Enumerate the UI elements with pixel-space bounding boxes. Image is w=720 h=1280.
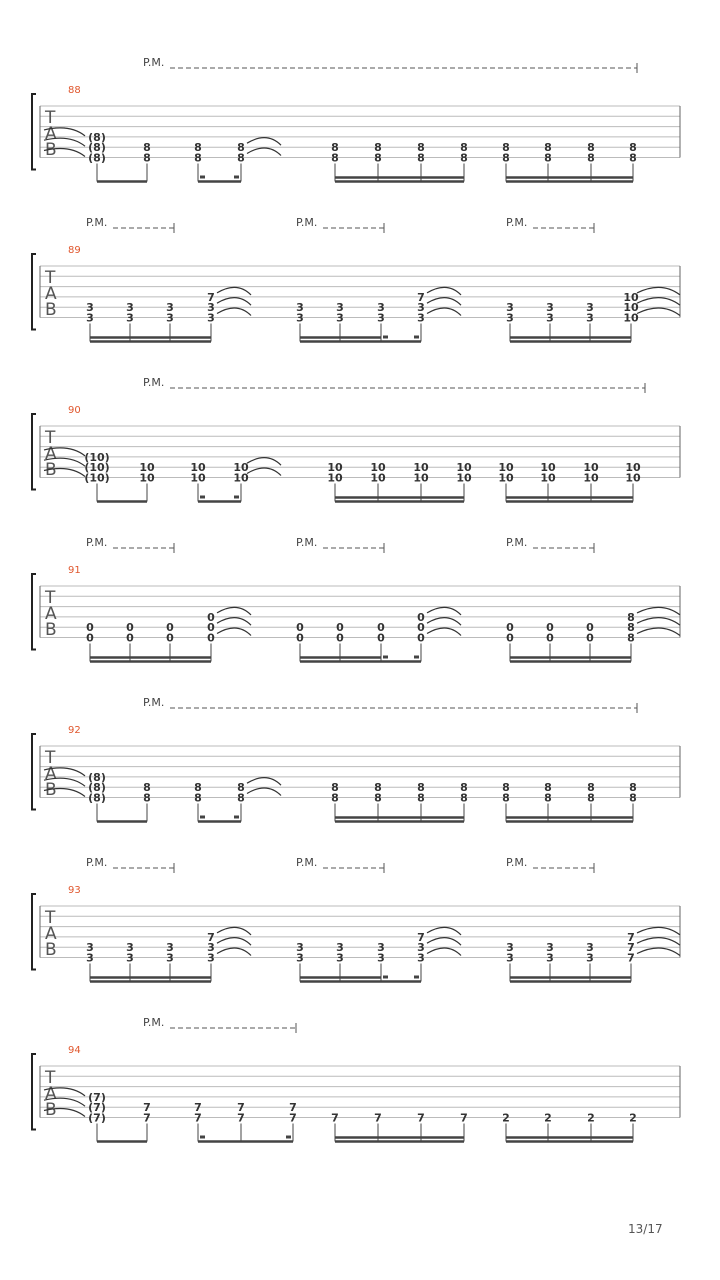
fret-number: 0	[207, 621, 215, 635]
tie-arc-out	[637, 308, 680, 316]
tab-clef-letter: B	[45, 1100, 57, 1120]
fret-number: 10	[583, 461, 599, 475]
fret-number: 3	[166, 941, 174, 955]
tie-arc-out	[637, 287, 680, 295]
tie-arc-out	[637, 938, 680, 946]
fret-number: (8)	[88, 141, 106, 155]
fret-number: 7	[143, 1111, 151, 1125]
fret-number: 3	[126, 301, 134, 315]
fret-number: 8	[417, 781, 425, 795]
tab-clef-letter: T	[45, 428, 56, 448]
measure-number: 93	[68, 885, 81, 896]
fret-number: 0	[586, 621, 594, 635]
fret-number: 0	[126, 621, 134, 635]
fret-number: 3	[417, 951, 425, 965]
fret-number: 3	[296, 311, 304, 325]
palm-mute-label: P.M.	[143, 696, 165, 709]
fret-number: 3	[546, 311, 554, 325]
fret-number: 2	[502, 1111, 510, 1125]
fret-number: 3	[336, 951, 344, 965]
tab-clef-letter: A	[45, 444, 57, 464]
fret-number: 7	[289, 1111, 297, 1125]
fret-number: 8	[629, 151, 637, 165]
fret-number: 10	[233, 461, 249, 475]
fret-number: 3	[296, 301, 304, 315]
fret-number: 10	[456, 461, 472, 475]
palm-mute-label: P.M.	[296, 216, 318, 229]
fret-number: 8	[627, 631, 635, 645]
fret-number: 8	[237, 141, 245, 155]
palm-mute-label: P.M.	[143, 1016, 165, 1029]
fret-number: 10	[623, 311, 639, 325]
tab-clef-letter: B	[45, 460, 57, 480]
fret-number: 10	[233, 471, 249, 485]
fret-number: 10	[498, 461, 514, 475]
measure-number: 92	[68, 725, 81, 736]
fret-number: 3	[207, 951, 215, 965]
fret-number: 8	[629, 141, 637, 155]
fret-number: (8)	[88, 791, 106, 805]
fret-number: 3	[166, 951, 174, 965]
fret-number: (7)	[88, 1101, 106, 1115]
tab-clef-letter: A	[45, 924, 57, 944]
fret-number: 3	[86, 311, 94, 325]
fret-number: 7	[417, 1111, 425, 1125]
fret-number: 8	[194, 781, 202, 795]
fret-number: 3	[377, 311, 385, 325]
fret-number: (8)	[88, 770, 106, 784]
tie-arc-out	[637, 607, 680, 615]
tab-clef-letter: B	[45, 140, 57, 160]
tab-clef-letter: T	[45, 268, 56, 288]
fret-number: 3	[417, 301, 425, 315]
fret-number: 7	[627, 930, 635, 944]
fret-number: 3	[126, 941, 134, 955]
dot-marker	[200, 496, 205, 499]
fret-number: 8	[544, 141, 552, 155]
fret-number: 0	[86, 631, 94, 645]
tie-arc-out	[427, 927, 461, 935]
tie-arc-out	[427, 308, 461, 316]
measure-number: 89	[68, 245, 81, 256]
tab-clef-letter: B	[45, 300, 57, 320]
fret-number: 8	[544, 791, 552, 805]
fret-number: 8	[544, 781, 552, 795]
fret-number: 10	[190, 471, 206, 485]
fret-number: 0	[296, 631, 304, 645]
tab-clef-letter: T	[45, 908, 56, 928]
fret-number: 3	[336, 941, 344, 955]
fret-number: 0	[207, 631, 215, 645]
fret-number: 8	[587, 141, 595, 155]
fret-number: 7	[207, 290, 215, 304]
palm-mute-label: P.M.	[506, 536, 528, 549]
fret-number: 8	[502, 151, 510, 165]
fret-number: 0	[546, 621, 554, 635]
fret-number: 3	[126, 311, 134, 325]
fret-number: 0	[417, 621, 425, 635]
fret-number: 3	[86, 951, 94, 965]
fret-number: 8	[194, 141, 202, 155]
fret-number: 10	[327, 471, 343, 485]
fret-number: 8	[627, 621, 635, 635]
fret-number: 7	[460, 1111, 468, 1125]
fret-number: 7	[143, 1101, 151, 1115]
tie-arc-out	[217, 287, 251, 295]
tie-arc-out	[217, 607, 251, 615]
fret-number: 0	[166, 621, 174, 635]
palm-mute-label: P.M.	[143, 376, 165, 389]
tie-arc-out	[427, 298, 461, 306]
fret-number: 8	[627, 610, 635, 624]
fret-number: 3	[377, 951, 385, 965]
tie-arc-out	[247, 468, 281, 476]
tie-arc-out	[217, 298, 251, 306]
fret-number: 8	[544, 151, 552, 165]
fret-number: 7	[237, 1111, 245, 1125]
palm-mute-label: P.M.	[296, 856, 318, 869]
system-bracket	[32, 1054, 36, 1130]
fret-number: (8)	[88, 151, 106, 165]
fret-number: 8	[417, 141, 425, 155]
fret-number: 3	[336, 301, 344, 315]
tie-arc-out	[217, 308, 251, 316]
tie-arc-out	[217, 938, 251, 946]
tab-clef-letter: A	[45, 1084, 57, 1104]
fret-number: 8	[374, 151, 382, 165]
fret-number: 8	[143, 791, 151, 805]
fret-number: 10	[413, 471, 429, 485]
tie-arc-out	[247, 788, 281, 796]
fret-number: 8	[374, 781, 382, 795]
tie-arc-out	[427, 628, 461, 636]
fret-number: (8)	[88, 781, 106, 795]
palm-mute-label: P.M.	[86, 536, 108, 549]
fret-number: 10	[190, 461, 206, 475]
measure-number: 88	[68, 85, 81, 96]
fret-number: 3	[586, 941, 594, 955]
fret-number: 10	[583, 471, 599, 485]
system-bracket	[32, 734, 36, 810]
fret-number: 7	[237, 1101, 245, 1115]
palm-mute-label: P.M.	[86, 856, 108, 869]
fret-number: 2	[587, 1111, 595, 1125]
fret-number: 0	[336, 631, 344, 645]
fret-number: 0	[207, 610, 215, 624]
fret-number: 8	[587, 791, 595, 805]
tie-arc-out	[637, 927, 680, 935]
tie-arc-out	[427, 938, 461, 946]
fret-number: 8	[331, 781, 339, 795]
fret-number: 10	[370, 471, 386, 485]
tab-clef-letter: B	[45, 620, 57, 640]
fret-number: 7	[194, 1111, 202, 1125]
tab-clef-letter: A	[45, 284, 57, 304]
fret-number: 8	[417, 151, 425, 165]
fret-number: 8	[237, 791, 245, 805]
fret-number: (8)	[88, 130, 106, 144]
tie-arc-out	[427, 287, 461, 295]
fret-number: 10	[139, 471, 155, 485]
palm-mute-label: P.M.	[506, 856, 528, 869]
tie-arc-out	[637, 298, 680, 306]
fret-number: 8	[143, 141, 151, 155]
tab-clef-letter: B	[45, 940, 57, 960]
fret-number: 8	[502, 141, 510, 155]
fret-number: 0	[377, 631, 385, 645]
fret-number: 8	[331, 141, 339, 155]
dot-marker	[234, 496, 239, 499]
fret-number: 7	[194, 1101, 202, 1115]
fret-number: 0	[126, 631, 134, 645]
tie-arc-out	[637, 618, 680, 626]
page-number: 13/17	[628, 1222, 663, 1236]
fret-number: 3	[417, 311, 425, 325]
fret-number: 3	[86, 941, 94, 955]
fret-number: 3	[86, 301, 94, 315]
fret-number: 3	[546, 301, 554, 315]
fret-number: 10	[623, 301, 639, 315]
tie-arc-out	[247, 458, 281, 466]
fret-number: 7	[627, 941, 635, 955]
system-bracket	[32, 94, 36, 170]
fret-number: 8	[502, 791, 510, 805]
palm-mute-label: P.M.	[296, 536, 318, 549]
fret-number: 10	[540, 471, 556, 485]
fret-number: 3	[506, 301, 514, 315]
fret-number: 10	[540, 461, 556, 475]
fret-number: 2	[544, 1111, 552, 1125]
tab-clef-letter: T	[45, 1068, 56, 1088]
fret-number: 8	[460, 791, 468, 805]
fret-number: (10)	[84, 450, 110, 464]
fret-number: 8	[237, 151, 245, 165]
tab-clef-letter: A	[45, 124, 57, 144]
measure-number: 91	[68, 565, 81, 576]
fret-number: 0	[377, 621, 385, 635]
fret-number: 10	[623, 290, 639, 304]
fret-number: 8	[331, 151, 339, 165]
fret-number: 10	[413, 461, 429, 475]
tie-arc-out	[217, 948, 251, 956]
fret-number: 10	[456, 471, 472, 485]
fret-number: 0	[336, 621, 344, 635]
fret-number: 2	[629, 1111, 637, 1125]
dot-marker	[383, 656, 388, 659]
fret-number: 7	[417, 930, 425, 944]
measure-number: 94	[68, 1045, 81, 1056]
fret-number: (7)	[88, 1090, 106, 1104]
tie-arc-out	[637, 948, 680, 956]
fret-number: 0	[506, 631, 514, 645]
fret-number: 8	[587, 781, 595, 795]
fret-number: 8	[237, 781, 245, 795]
fret-number: 0	[86, 621, 94, 635]
fret-number: 8	[629, 791, 637, 805]
fret-number: 10	[370, 461, 386, 475]
fret-number: 8	[143, 781, 151, 795]
fret-number: 0	[166, 631, 174, 645]
fret-number: 8	[460, 141, 468, 155]
fret-number: 0	[506, 621, 514, 635]
tie-arc-out	[247, 148, 281, 156]
fret-number: 3	[377, 301, 385, 315]
fret-number: (10)	[84, 461, 110, 475]
fret-number: 8	[194, 791, 202, 805]
tie-arc-out	[427, 948, 461, 956]
tie-arc-out	[217, 628, 251, 636]
fret-number: 3	[546, 951, 554, 965]
dot-marker	[383, 976, 388, 979]
fret-number: 0	[417, 610, 425, 624]
tab-clef-letter: T	[45, 748, 56, 768]
fret-number: 10	[498, 471, 514, 485]
dot-marker	[414, 336, 419, 339]
fret-number: 10	[625, 461, 641, 475]
tab-clef-letter: A	[45, 604, 57, 624]
fret-number: 7	[289, 1101, 297, 1115]
fret-number: 8	[143, 151, 151, 165]
fret-number: 10	[139, 461, 155, 475]
dot-marker	[200, 1136, 205, 1139]
fret-number: (10)	[84, 471, 110, 485]
fret-number: 3	[207, 301, 215, 315]
system-bracket	[32, 574, 36, 650]
fret-number: 3	[336, 311, 344, 325]
dot-marker	[414, 656, 419, 659]
tie-arc-out	[217, 927, 251, 935]
fret-number: (7)	[88, 1111, 106, 1125]
fret-number: 3	[586, 951, 594, 965]
fret-number: 8	[331, 791, 339, 805]
system-bracket	[32, 414, 36, 490]
fret-number: 10	[625, 471, 641, 485]
measure-number: 90	[68, 405, 81, 416]
tie-arc-out	[637, 628, 680, 636]
tab-clef-letter: T	[45, 588, 56, 608]
tie-arc-out	[217, 618, 251, 626]
fret-number: 8	[417, 791, 425, 805]
fret-number: 3	[377, 941, 385, 955]
dot-marker	[200, 176, 205, 179]
fret-number: 3	[586, 311, 594, 325]
fret-number: 3	[166, 301, 174, 315]
palm-mute-label: P.M.	[506, 216, 528, 229]
tab-clef-letter: A	[45, 764, 57, 784]
fret-number: 8	[460, 781, 468, 795]
fret-number: 7	[331, 1111, 339, 1125]
fret-number: 3	[166, 311, 174, 325]
fret-number: 7	[207, 930, 215, 944]
palm-mute-label: P.M.	[86, 216, 108, 229]
fret-number: 7	[374, 1111, 382, 1125]
fret-number: 8	[194, 151, 202, 165]
dot-marker	[234, 176, 239, 179]
fret-number: 3	[506, 311, 514, 325]
dot-marker	[234, 816, 239, 819]
fret-number: 3	[506, 941, 514, 955]
dot-marker	[286, 1136, 291, 1139]
tie-arc-out	[427, 607, 461, 615]
tab-clef-letter: T	[45, 108, 56, 128]
fret-number: 10	[327, 461, 343, 475]
fret-number: 7	[627, 951, 635, 965]
system-bracket	[32, 254, 36, 330]
fret-number: 8	[629, 781, 637, 795]
dot-marker	[414, 976, 419, 979]
fret-number: 3	[207, 941, 215, 955]
tab-clef-letter: B	[45, 780, 57, 800]
fret-number: 3	[296, 951, 304, 965]
dot-marker	[383, 336, 388, 339]
fret-number: 3	[296, 941, 304, 955]
fret-number: 8	[374, 791, 382, 805]
fret-number: 3	[586, 301, 594, 315]
palm-mute-label: P.M.	[143, 56, 165, 69]
tie-arc-out	[427, 618, 461, 626]
fret-number: 3	[506, 951, 514, 965]
fret-number: 8	[587, 151, 595, 165]
fret-number: 3	[207, 311, 215, 325]
fret-number: 0	[417, 631, 425, 645]
fret-number: 8	[502, 781, 510, 795]
fret-number: 3	[417, 941, 425, 955]
fret-number: 0	[546, 631, 554, 645]
fret-number: 7	[417, 290, 425, 304]
fret-number: 3	[546, 941, 554, 955]
fret-number: 8	[374, 141, 382, 155]
fret-number: 3	[126, 951, 134, 965]
tie-arc-out	[247, 138, 281, 146]
tie-arc-out	[247, 778, 281, 786]
dot-marker	[200, 816, 205, 819]
system-bracket	[32, 894, 36, 970]
fret-number: 0	[296, 621, 304, 635]
fret-number: 0	[586, 631, 594, 645]
fret-number: 8	[460, 151, 468, 165]
